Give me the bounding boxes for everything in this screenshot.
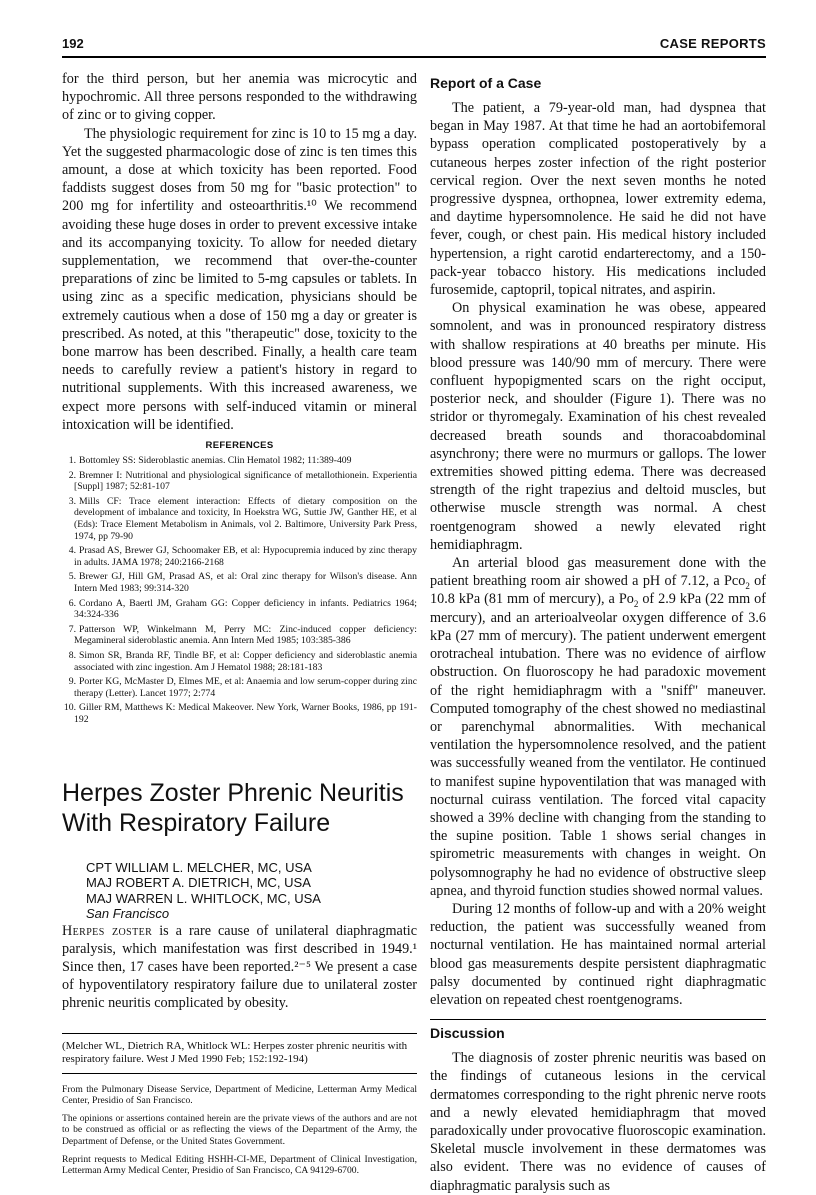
case-paragraph-3: [430, 554, 766, 900]
reference-number: 10.: [63, 702, 76, 714]
reference-text: Bremner I: Nutritional and physiological significance of metallothionein. Experientia [Suppl] 1987; 52:81-107: [74, 469, 417, 493]
abstract-text: is a rare cause of unilateral diaphragmatic paralysis, which manifestation was first described in 1949.¹ Since then, 17 cases have been reported.²⁻⁵ We present a case of hypoventilatory respiratory failure due to unilateral zoster phrenic neuritis complicated by obesity.: [62, 922, 417, 1012]
reference-item: [62, 571, 417, 594]
case-paragraph-2: On physical examination he was obese, appeared somnolent, and was in pronounced respiratory distress with shallow respirations at 40 breaths per minute. His blood pressure was 140/90 mm of mercury. There were confluent hypopigmented scars on the right occiput, posterior neck, and shoulder (Figure 1). There was no stridor or thyromegaly. Examination of his chest revealed decreased breath sounds and thoracoabdominal asynchrony; there were no murmurs or gallops. The lower extremities showed pitting edema. There was decreased strength of the right trapezius and deltoid muscles, but otherwise muscle strength was normal. A chest roentgenogram showed a newly elevated right hemidiaphragm.: [430, 300, 766, 553]
reference-text: Prasad AS, Brewer GJ, Schoomaker EB, et al: Hypocupremia induced by zinc therapy in adults. JAMA 1978; 240:2166-2168: [74, 545, 417, 568]
author-line: CPT WILLIAM L. MELCHER, MC, USA: [86, 859, 312, 875]
abstract-paragraph: [62, 922, 417, 1013]
discussion-heading: Discussion: [430, 1019, 766, 1041]
reference-number: 3.: [68, 495, 76, 507]
reference-number: 6.: [68, 597, 76, 609]
subscript: 2: [745, 581, 750, 592]
reference-text: Brewer GJ, Hill GM, Prasad AS, et al: Oral zinc therapy for Wilson's disease. Ann Intern Med 1983; 99:314-320: [74, 571, 417, 594]
reference-item: [62, 496, 417, 542]
author-line: MAJ ROBERT A. DIETRICH, MC, USA: [86, 875, 311, 891]
text-run: An arterial blood gas measurement done with the patient breathing room air showed a pH of 7.12, a Pco: [430, 555, 766, 590]
reference-number: 2.: [68, 469, 76, 481]
text-run: of 2.9 kPa (22 mm of mercury), and an arterioalveolar oxygen difference of 3.6 kPa (27 mm of mercury). The patient underwent emergent orotracheal intubation. There was no evidence of airflow obstruction. On fluoroscopy he had paradoxic movement of the right hemidiaphragm with a "sniff" maneuver. Computed tomography of the chest showed no mediastinal or parenchymal abnormalities. With mechanical ventilation the hypersomnolence resolved, and the patient was successfully weaned from the ventilator. He continued to manifest supine hypoventilation that was managed with nocturnal cuirass ventilation. The forced vital capacity showed a 39% decline with changing from the standing to the supine position. Table 1 shows serial changes in spirometric measurements with changes in weight. On polysomnography he had no evidence of obstructive sleep apnea, and thyroid function studies showed normal values.: [430, 591, 767, 899]
case-paragraph-4: During 12 months of follow-up and with a 20% weight reduction, the patient was successfully weaned from nocturnal ventilation. He has maintained normal arterial blood gas measurements despite persistent diaphragmatic palsy documented by continued right diaphragmatic elevation on repeated chest roentgenograms.: [430, 900, 766, 1008]
author-line: MAJ WARREN L. WHITLOCK, MC, USA: [86, 890, 321, 906]
reference-number: 5.: [68, 571, 76, 583]
footnotes: [62, 1084, 417, 1177]
disclaimer-note: The opinions or assertions contained herein are the private views of the authors and are not to be construed as official or as reflecting the views of the Department of the Army, the Department of Defense, or the United States Government.: [62, 1112, 417, 1147]
reference-number: 7.: [68, 623, 76, 635]
reference-item: [62, 676, 417, 699]
reference-item: [62, 598, 417, 621]
reference-text: Bottomley SS: Sideroblastic anemias. Clin Hematol 1982; 11:389-409: [79, 455, 352, 467]
reference-number: 1.: [68, 455, 76, 467]
reference-text: Porter KG, McMaster D, Elmes ME, et al: Anaemia and low serum-copper during zinc therapy (Letter). Lancet 1977; 2:774: [74, 676, 417, 699]
running-header: [62, 36, 766, 54]
author-block: [62, 860, 417, 922]
reference-item: [62, 470, 417, 493]
reference-text: Cordano A, Baertl JM, Graham GG: Copper deficiency in infants. Pediatrics 1964; 34:324-336: [74, 597, 417, 621]
reference-text: Simon SR, Branda RF, Tindle BF, et al: Copper deficiency and sideroblastic anemia associated with zinc ingestion. Am J Hematol 1988; 28:181-183: [74, 649, 417, 673]
left-column: [62, 70, 417, 1177]
reference-item: [62, 624, 417, 647]
article-title: Herpes Zoster Phrenic Neuritis With Respiratory Failure: [62, 778, 404, 837]
references-list: [62, 455, 417, 725]
reference-text: Mills CF: Trace element interaction: Effects of dietary composition on the development of imbalance and toxicity, In Hoekstra WG, Suttie JW, Ganther HE, et al (Eds): Trace Element Metabolism in Animals, vol 2. Baltimore, University Park Press, 1974, pp 79-90: [74, 495, 417, 542]
reference-text: Giller RM, Matthews K: Medical Makeover. New York, Warner Books, 1986, pp 191-192: [74, 702, 417, 725]
affiliation-note: From the Pulmonary Disease Service, Department of Medicine, Letterman Army Medical Center, Presidio of San Francisco.: [62, 1083, 417, 1107]
discussion-paragraph: The diagnosis of zoster phrenic neuritis was based on the findings of cutaneous lesions in the cervical dermatomes corresponding to the right phrenic nerve roots and a newly elevated hemidiaphragm that moved paradoxically under provocative fluoroscopic examination. Skeletal muscle involvement in these dermatomes was also evident. There was no evidence of causes of diaphragmatic paralysis such as: [430, 1050, 766, 1194]
author-location: San Francisco: [86, 906, 170, 922]
reference-number: 4.: [68, 545, 76, 557]
citation-box: [62, 1033, 417, 1074]
header-rule: [62, 56, 766, 58]
references-heading: REFERENCES: [205, 440, 274, 452]
continuation-paragraph: for the third person, but her anemia was microcytic and hypochromic. All three persons responded to the withdrawing of zinc or to giving copper.: [62, 71, 417, 124]
right-column: [430, 70, 766, 1195]
citation-text: (Melcher WL, Dietrich RA, Whitlock WL: Herpes zoster phrenic neuritis with respiratory failure. West J Med 1990 Feb; 152:192-194): [62, 1039, 408, 1066]
case-report-heading: Report of a Case: [430, 75, 542, 91]
abstract-lead: Herpes zoster: [62, 922, 153, 939]
section-label: CASE REPORTS: [659, 36, 766, 51]
reference-item: [62, 455, 417, 467]
reference-number: 8.: [68, 649, 76, 661]
reference-item: [62, 702, 417, 725]
reprint-note: Reprint requests to Medical Editing HSHH-CI-ME, Department of Clinical Investigation, Letterman Army Medical Center, Presidio of San Francisco, CA 94129-6700.: [62, 1153, 417, 1177]
zinc-paragraph: The physiologic requirement for zinc is 10 to 15 mg a day. Yet the suggested pharmacologic dose of zinc is ten times this amount, a dose at which toxicity has been reported. Food faddists suggest doses from 50 mg for "basic protection" to 200 mg for infertility and osteoarthritis.¹⁰ We recommend avoiding these huge doses in order to prevent excessive intake and its accompanying toxicity. To allow for needed dietary supplementation, we recommend that over-the-counter preparations of zinc be limited to 5-mg capsules or tablets. In using zinc as a specific medication, physicians should be extremely cautious when a dose of 150 mg a day or greater is prescribed. As noted, at this "therapeutic" dose, toxicity to the bone marrow has been described. Finally, a health care team needs to carefully review a patient's history in regard to nutritional supplements. With this increased awareness, we expect more persons with self-induced vitamin or mineral intoxication will be identified.: [62, 125, 417, 433]
reference-item: [62, 650, 417, 673]
case-paragraph-1: The patient, a 79-year-old man, had dyspnea that began in May 1987. At that time he had an aortobifemoral bypass operation complicated postoperatively by a cutaneous herpes zoster infection of the right posterior cervical region. Over the next seven months he noted progressive dyspnea, orthopnea, lower extremity edema, and daytime hypersomnolence. He said he did not have fever, cough, or chest pain. His medical history included hypertension, a right carotid endarterectomy, and a 150-pack-year tobacco history. His medications included furosemide, captopril, topical nitrates, and aspirin.: [430, 100, 766, 299]
reference-number: 9.: [68, 676, 76, 688]
reference-item: [62, 545, 417, 568]
reference-text: Patterson WP, Winkelmann M, Perry MC: Zinc-induced copper deficiency: Megamineral sideroblastic anemia. Ann Intern Med 1985; 103:385-386: [74, 623, 417, 647]
subscript: 2: [633, 599, 639, 610]
page-number: 192: [62, 36, 84, 51]
text-run: of 10.8 kPa (81 mm of mercury), a Po: [430, 573, 766, 608]
